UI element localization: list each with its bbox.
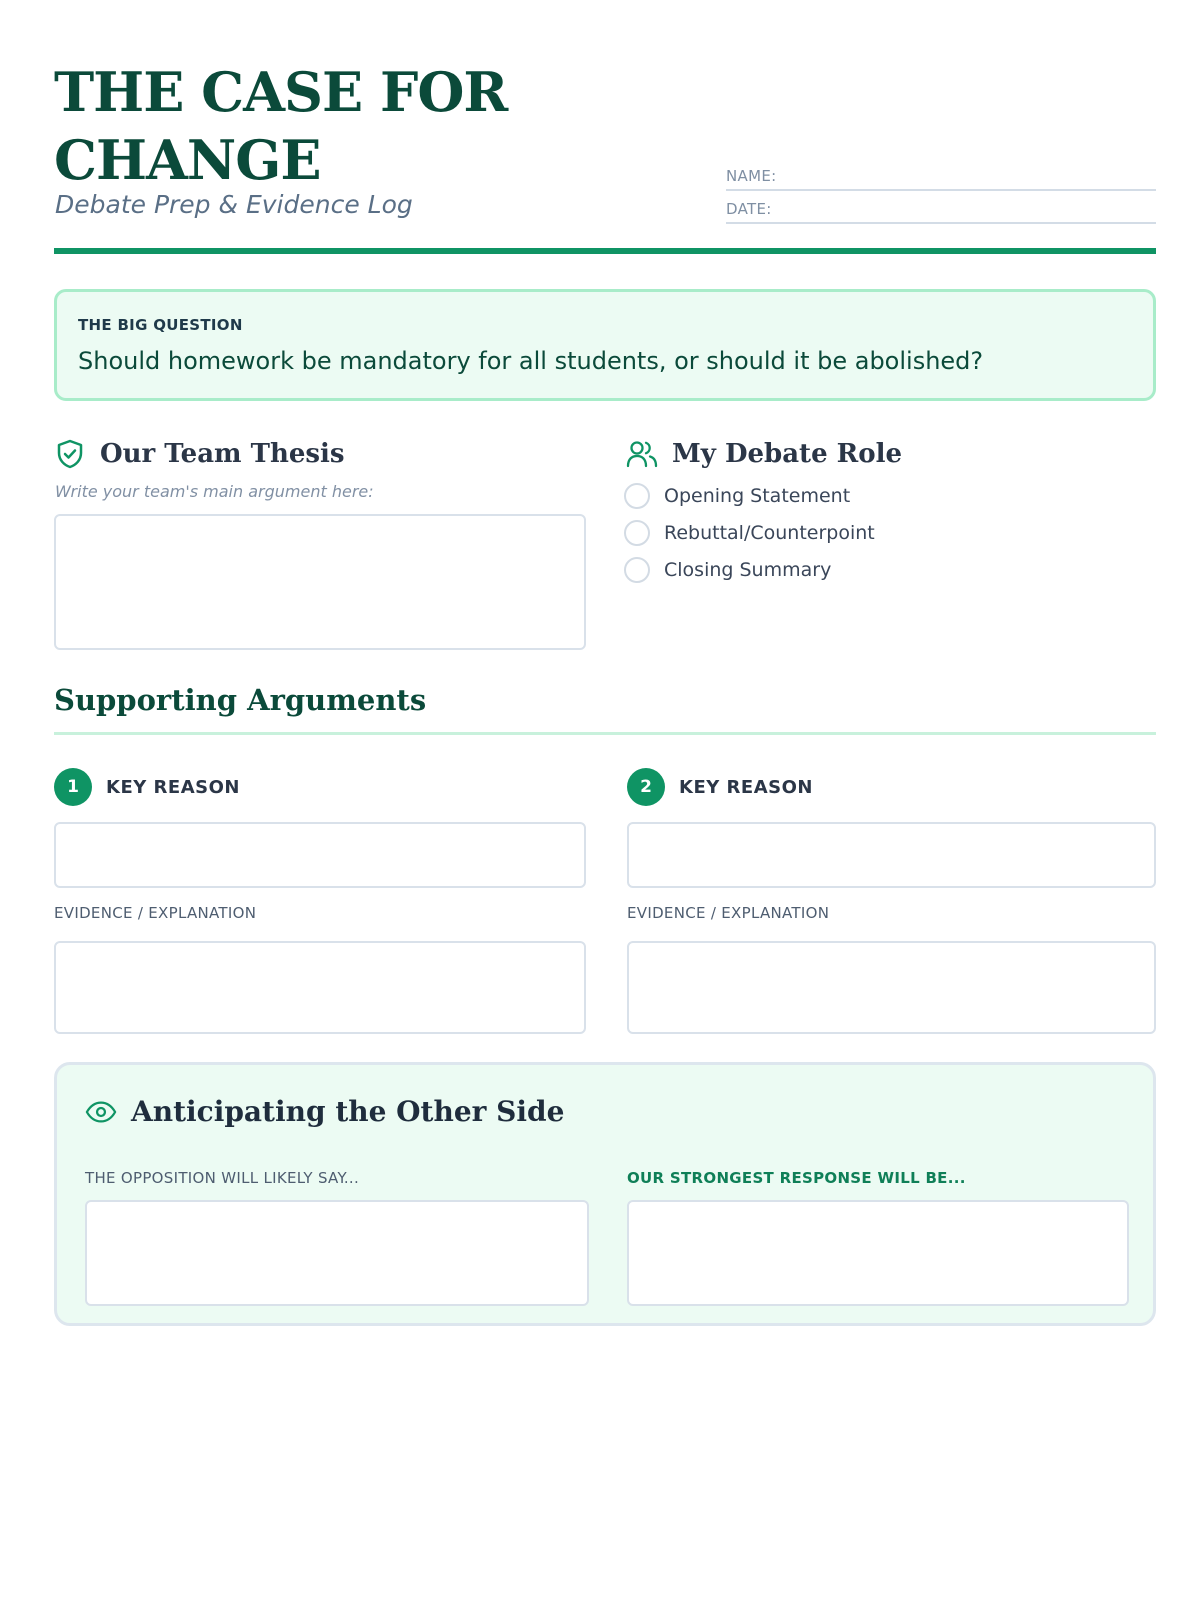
role-option-closing[interactable]: [624, 557, 831, 583]
role-option-label: Closing Summary: [664, 559, 832, 581]
big-question-label: THE BIG QUESTION: [78, 316, 243, 334]
role-option-label: Rebuttal/Counterpoint: [664, 522, 875, 544]
anticipating-heading: [85, 1095, 564, 1128]
supporting-heading: Supporting Arguments: [54, 683, 427, 717]
response-label: OUR STRONGEST RESPONSE WILL BE...: [627, 1169, 966, 1187]
evidence-2-label: EVIDENCE / EXPLANATION: [627, 904, 830, 922]
response-input[interactable]: [627, 1200, 1129, 1306]
thesis-heading-text: Our Team Thesis: [100, 439, 345, 469]
page-title: THE CASE FOR CHANGE: [54, 60, 508, 192]
role-heading: [626, 438, 902, 470]
role-option-label: Opening Statement: [664, 485, 851, 507]
key-reason-label: KEY REASON: [106, 776, 240, 798]
opposition-label: THE OPPOSITION WILL LIKELY SAY...: [85, 1169, 360, 1187]
radio-button[interactable]: [624, 483, 650, 509]
evidence-1-label: EVIDENCE / EXPLANATION: [54, 904, 257, 922]
users-icon: [626, 438, 658, 470]
header-divider: [54, 248, 1156, 254]
shield-check-icon: [54, 438, 86, 470]
radio-button[interactable]: [624, 520, 650, 546]
key-reason-1-header: [54, 768, 240, 806]
big-question-text: Should homework be mandatory for all students, or should it be abolished?: [78, 347, 984, 375]
supporting-divider: [54, 732, 1156, 735]
thesis-hint: Write your team's main argument here:: [55, 482, 374, 501]
eye-icon: [85, 1096, 117, 1128]
key-reason-2-header: [627, 768, 813, 806]
role-heading-text: My Debate Role: [672, 439, 903, 469]
radio-button[interactable]: [624, 557, 650, 583]
date-field[interactable]: [726, 196, 1156, 224]
reason-number-badge: 1: [54, 768, 92, 806]
anticipating-panel: [54, 1062, 1156, 1326]
key-reason-1-input[interactable]: [54, 822, 586, 888]
thesis-heading: [54, 438, 345, 470]
page-subtitle: Debate Prep & Evidence Log: [55, 190, 413, 219]
reason-number-badge: 2: [627, 768, 665, 806]
anticipating-heading-text: Anticipating the Other Side: [131, 1095, 565, 1128]
role-option-opening[interactable]: [624, 483, 850, 509]
key-reason-label: KEY REASON: [679, 776, 813, 798]
role-option-rebuttal[interactable]: [624, 520, 875, 546]
opposition-input[interactable]: [85, 1200, 589, 1306]
evidence-1-input[interactable]: [54, 941, 586, 1034]
evidence-2-input[interactable]: [627, 941, 1156, 1034]
key-reason-2-input[interactable]: [627, 822, 1156, 888]
date-label: DATE:: [726, 200, 772, 218]
big-question-card: [54, 289, 1156, 401]
name-label: NAME:: [726, 167, 777, 185]
thesis-input[interactable]: [54, 514, 586, 650]
name-field[interactable]: [726, 163, 1156, 191]
